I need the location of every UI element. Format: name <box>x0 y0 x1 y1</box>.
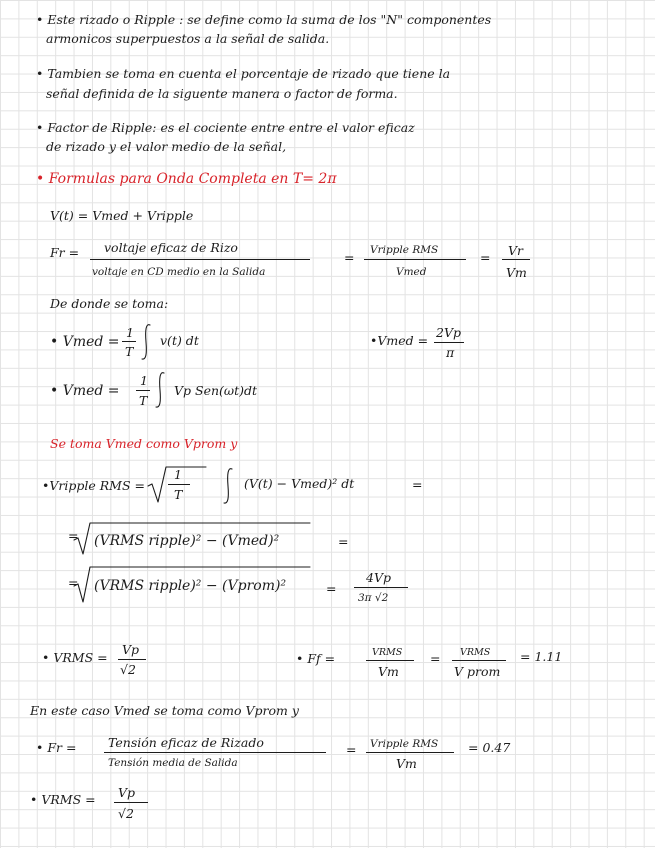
ff-bar-1 <box>366 660 414 661</box>
note-ripple-factor-1: • Factor de Ripple: es el cociente entre entre el valor eficaz <box>36 120 415 135</box>
vmed-sin-integrand: Vp Sen(ωt)dt <box>174 383 258 398</box>
fr2-denominator: Tensión media de Salida <box>108 757 238 769</box>
fr2-bar-2 <box>366 752 454 753</box>
fr-fraction-bar-3 <box>502 259 530 260</box>
note-en-este-caso: En este caso Vmed se toma como Vprom y <box>30 703 299 718</box>
equals-sign: = <box>412 477 423 492</box>
ff-bar-2 <box>452 660 506 661</box>
equals-sign: = <box>338 534 349 549</box>
vripple-rms-lhs: •Vripple RMS = <box>42 478 145 493</box>
fr2-numerator: Tensión eficaz de Rizado <box>108 735 264 750</box>
fr-denominator: voltaje en CD medio en la Salida <box>92 266 266 278</box>
equals-sign: = <box>344 250 355 265</box>
heading-full-wave-formulas: • Formulas para Onda Completa en T= 2π <box>36 171 337 187</box>
fr-numerator-3: Vr <box>508 243 524 258</box>
ff-numerator-2: VRMS <box>460 647 491 658</box>
equals-sign: = <box>68 528 79 543</box>
vmed-result-denominator: π <box>446 345 455 360</box>
fr2-numerator-2: Vripple RMS <box>370 738 439 750</box>
fraction-bar <box>122 341 136 342</box>
fr2-value: = 0.47 <box>468 740 511 755</box>
equals-sign: = <box>346 742 357 757</box>
fr-denominator-2: Vmed <box>396 266 427 278</box>
note-ripple-definition-1: • Este rizado o Ripple : se define como la suma de los "N" componentes <box>36 12 492 27</box>
sqrt-result-numerator: 4Vp <box>366 570 391 585</box>
fraction-one: 1 <box>126 325 134 340</box>
fr-fraction-bar <box>90 259 310 260</box>
ff-numerator-1: VRMS <box>372 647 403 658</box>
integral-sign-icon <box>222 466 236 506</box>
vrms-lhs: • VRMS = <box>42 650 108 665</box>
note-ripple-definition-2: armonicos superpuestos a la señal de salida. <box>46 31 330 46</box>
ff-value: = 1.11 <box>520 649 563 664</box>
equals-sign: = <box>326 581 337 596</box>
equals-sign: = <box>68 575 79 590</box>
note-ripple-factor-2: de rizado y el valor medio de la señal, <box>46 139 287 154</box>
sqrt-expression-2: (VRMS ripple)² − (Vprom)² <box>94 578 287 594</box>
equals-sign: = <box>480 250 491 265</box>
fr-fraction-bar-2 <box>364 259 466 260</box>
integral-sign-icon <box>140 322 154 362</box>
fraction-bar <box>168 484 190 485</box>
equals-sign: = <box>430 651 441 666</box>
vrms2-numerator: Vp <box>118 785 136 800</box>
fraction-T: T <box>174 487 183 502</box>
equation-vt: V(t) = Vmed + Vripple <box>50 208 194 223</box>
fr-lhs: Fr = <box>50 245 80 260</box>
vripple-integrand: (V(t) − Vmed)² dt <box>244 476 355 491</box>
vmed-integrand: v(t) dt <box>160 333 199 348</box>
fraction-one: 1 <box>174 467 182 482</box>
fr-numerator: voltaje eficaz de Rizo <box>104 240 238 255</box>
vrms2-bar <box>114 802 148 803</box>
vrms-numerator: Vp <box>122 642 140 657</box>
text-de-donde: De donde se toma: <box>50 296 169 311</box>
note-percentage-1: • Tambien se toma en cuenta el porcentaje de rizado que tiene la <box>36 66 451 81</box>
fr2-denominator-2: Vm <box>396 756 417 771</box>
vrms2-denominator: √2 <box>118 806 134 821</box>
fraction-T: T <box>139 393 148 408</box>
sqrt-result-denominator: 3π √2 <box>358 592 389 604</box>
vmed-sin-lhs: • Vmed = <box>50 383 120 399</box>
vrms-bar <box>118 659 146 660</box>
vrms2-lhs: • VRMS = <box>30 792 96 807</box>
fr-denominator-3: Vm <box>506 265 527 280</box>
vmed-result-bar <box>434 342 464 343</box>
note-vmed-as-vprom: Se toma Vmed como Vprom y <box>50 436 238 451</box>
fr-numerator-2: Vripple RMS <box>370 244 439 256</box>
fr2-bar <box>104 752 326 753</box>
vmed-result-lhs: •Vmed = <box>370 333 429 348</box>
fr2-lhs: • Fr = <box>36 740 77 755</box>
note-percentage-2: señal definida de la siguente manera o factor de forma. <box>46 86 398 101</box>
fraction-T: T <box>125 344 134 359</box>
vrms-denominator: √2 <box>120 662 136 677</box>
vmed-result-numerator: 2Vp <box>436 325 461 340</box>
sqrt-expression-1: (VRMS ripple)² − (Vmed)² <box>94 533 280 549</box>
vmed-integral-lhs: • Vmed = <box>50 334 120 350</box>
integral-sign-icon <box>154 370 168 410</box>
ff-denominator-1: Vm <box>378 664 399 679</box>
ff-denominator-2: V prom <box>454 664 501 679</box>
fraction-one: 1 <box>140 373 148 388</box>
sqrt-result-bar <box>354 587 408 588</box>
ff-lhs: • Ff = <box>296 651 336 666</box>
fraction-bar <box>136 390 150 391</box>
